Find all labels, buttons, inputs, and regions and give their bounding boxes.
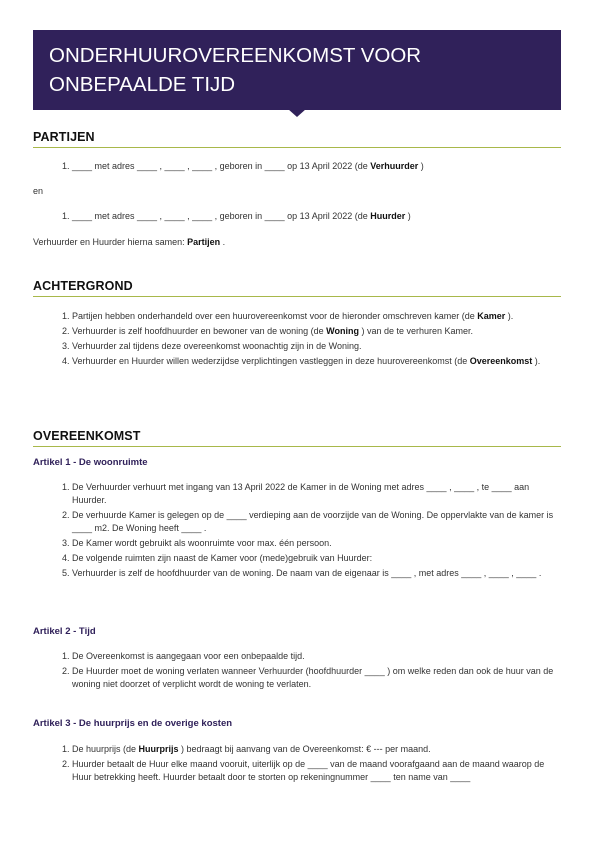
article-2-list <box>33 650 561 693</box>
section-partijen <box>33 130 561 148</box>
connector-en: en <box>33 186 44 196</box>
list-item: 1. De Overeenkomst is aangegaan voor een onbepaalde tijd. <box>72 650 561 663</box>
article-1-heading: Artikel 1 - De woonruimte <box>33 457 148 468</box>
article-3-list <box>33 743 561 786</box>
list-item: 2. De Huurder moet de woning verlaten wanneer Verhuurder (hoofdhuurder ____ ) om welke reden dan ook de huur van de woning niet doorzet of verplicht wordt de woning te verlaten. <box>72 665 561 691</box>
section-heading-achtergrond: ACHTERGROND <box>33 279 561 297</box>
article-2-heading: Artikel 2 - Tijd <box>33 626 96 637</box>
banner-notch <box>288 109 306 117</box>
list-item: 3. De Kamer wordt gebruikt als woonruimte voor max. één persoon. <box>72 537 561 550</box>
party-verhuurder: 1. ____ met adres ____ , ____ , ____ , geboren in ____ op 13 April 2022 (de Verhuurder ) <box>72 160 561 173</box>
list-item: 5. Verhuurder is zelf de hoofdhuurder van de woning. De naam van de eigenaar is ____ , met adres ____ , ____ , ____ . <box>72 567 561 580</box>
party1-list <box>33 160 561 175</box>
list-item: 4. Verhuurder en Huurder willen wederzijdse verplichtingen vastleggen in deze huurovereenkomst (de Overeenkomst ). <box>72 355 561 368</box>
document-title: ONDERHUUROVEREENKOMST VOOR ONBEPAALDE TIJD <box>49 44 422 96</box>
section-achtergrond <box>33 279 561 297</box>
list-item: 2. De verhuurde Kamer is gelegen op de ____ verdieping aan de voorzijde van de Woning. De oppervlakte van de kamer is ____ m2. De Woning heeft ____ . <box>72 509 561 535</box>
party-huurder: 1. ____ met adres ____ , ____ , ____ , geboren in ____ op 13 April 2022 (de Huurder ) <box>72 210 561 223</box>
section-heading-overeenkomst: OVEREENKOMST <box>33 429 561 447</box>
list-item: 3. Verhuurder zal tijdens deze overeenkomst woonachtig zijn in de Woning. <box>72 340 561 353</box>
achtergrond-list <box>33 310 561 370</box>
article-1-list <box>33 481 561 582</box>
list-item: 1. De huurprijs (de Huurprijs ) bedraagt bij aanvang van de Overeenkomst: € --- per maand. <box>72 743 561 756</box>
article-3-heading: Artikel 3 - De huurprijs en de overige kosten <box>33 718 233 729</box>
list-item: 2. Verhuurder is zelf hoofdhuurder en bewoner van de woning (de Woning ) van de te verhuren Kamer. <box>72 325 561 338</box>
list-item: 2. Huurder betaalt de Huur elke maand vooruit, uiterlijk op de ____ van de maand voorafgaand aan de maand waarop de Huur betrekking heeft. Huurder betaalt door te storten op rekeningnummer ____ ten name van ____ <box>72 758 561 784</box>
list-item: 1. Partijen hebben onderhandeld over een huurovereenkomst voor de hieronder omschreven kamer (de Kamer ). <box>72 310 561 323</box>
party2-list <box>33 210 561 225</box>
parties-together: Verhuurder en Huurder hierna samen: Partijen . <box>33 237 226 247</box>
section-heading-partijen: PARTIJEN <box>33 130 561 148</box>
list-item: 1. De Verhuurder verhuurt met ingang van 13 April 2022 de Kamer in de Woning met adres ____ , ____ , te ____ aan Huurder. <box>72 481 561 507</box>
title-banner <box>33 30 561 110</box>
section-overeenkomst <box>33 429 561 447</box>
list-item: 4. De volgende ruimten zijn naast de Kamer voor (mede)gebruik van Huurder: <box>72 552 561 565</box>
